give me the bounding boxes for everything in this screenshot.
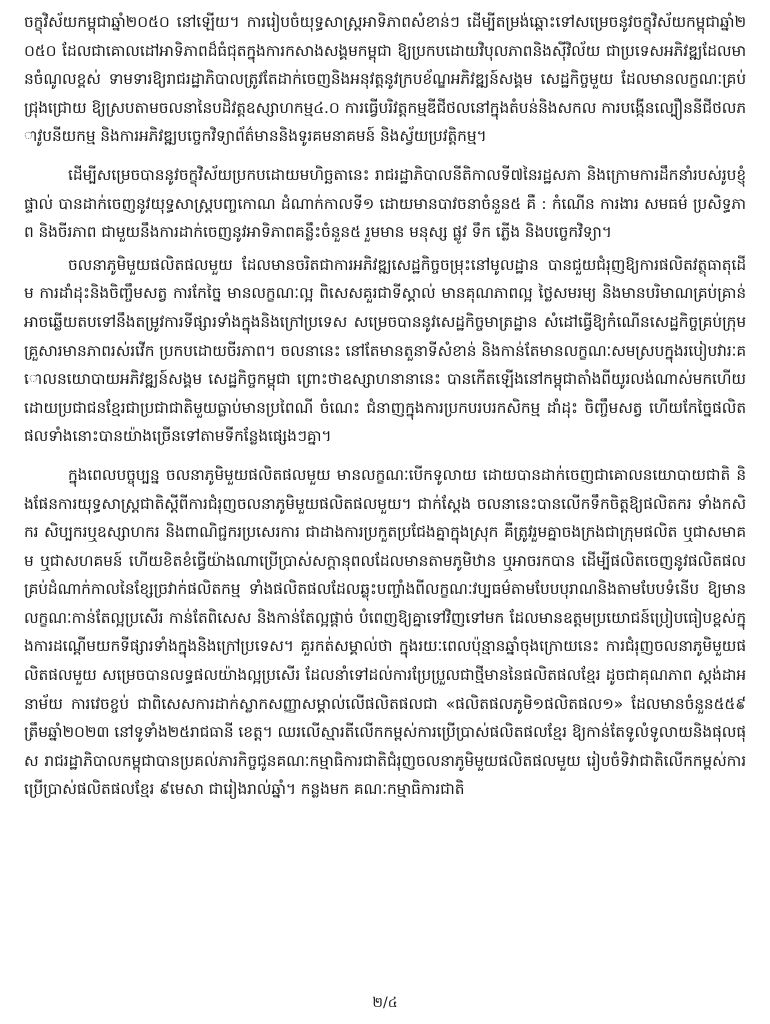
paragraph-1: ចក្ខុវិស័យកម្ពុជាឆ្នាំ២០៥០ នៅឡើយ។ ការរៀបចំយុទ្ធសាស្ត្រអាទិភាពសំខាន់ៗ ដើម្បីតម្រង់ឆ្ពោះទៅសម្រេចនូវចក្ខុវិស័យកម្ពុជាឆ្នាំ២០៥០ ដែលជាគោលដៅអាទិភាពដ៏ធំជុតក្នុងការកសាងសង្គមកម្ពុជា ឱ្យប្រកបដោយវិបុលភាពនិងស៊ីវិល័យ ជាប្រទេសអភិវឌ្ឍដែលមានចំណូលខ្ពស់ ទាមទារឱ្យរាជរដ្ឋាភិបាលត្រូវតែដាក់ចេញនិងអនុវត្តនូវក្របខ័ណ្ឌអភិវឌ្ឍន៍សង្គម សេដ្ឋកិច្ចមួយ ដែលមានលក្ខណៈគ្រប់ជ្រុងជ្រោយ ឱ្យស្របតាមចលនានៃបដិវត្តឧស្សាហកម្ម៤.០ ការធ្វើបរិវត្តកម្មឌីជីថលនៅក្នុងតំបន់និងសកល ការបង្កើនល្បឿននីជីថលភាវូបនីយកម្ម និងការអភិវឌ្ឍបច្ចេកវិទ្យាព័ត៌មាននិងទូរគមនាគមន៍ និងស្វ័យប្រវត្តិកម្ម។ — [24, 13, 746, 146]
paragraph-3: ចលនាភូមិមួយផលិតផលមួយ ដែលមានចរិតជាការអភិវឌ្ឍសេដ្ឋកិច្ចចម្រុះនៅមូលដ្ឋាន បានជួយជំរុញឱ្យការផលិតវត្ថុធាតុដើម ការដាំដុះនិងចិញ្ចឹមសត្វ ការកែច្នៃ មានលក្ខណៈល្អ ពិសេសគួរជាទីស្គាល់ មានគុណភាពល្អ ថ្លៃសមរម្យ និងមានបរិមាណគ្រប់គ្រាន់ អាចឆ្លើយតបទៅនឹងតម្រូវការទីផ្សារទាំងក្នុងនិងក្រៅប្រទេស សម្រេចបាននូវសេដ្ឋកិច្ចមាត្រដ្ឋាន សំដៅធ្វើឱ្យកំណើនសេដ្ឋកិច្ចគ្រប់ក្រុមគ្រួសារមានភាពរស់រវើក ប្រកបដោយចីរភាព។ ចលនានេះ នៅតែមានតួនាទីសំខាន់ និងកាន់តែមានលក្ខណៈសមស្របក្នុងរបៀបវារៈគោលនយោបាយអភិវឌ្ឍន៍សង្គម សេដ្ឋកិច្ចកម្ពុជា ព្រោះថាឧស្សាហនានានេះ បានកើតឡើងនៅកម្ពុជាតាំងពីយូរលង់ណាស់មកហើយ ដោយប្រជាជនខ្មែរជាប្រជាជាតិមួយធ្លាប់មានប្រពៃណី ចំណេះ ជំនាញក្នុងការប្រកបរបរកសិកម្ម ដាំដុះ ចិញ្ចឹមសត្វ ហើយកែច្នៃផលិតផលទាំងនោះបានយ៉ាងច្រើនទៅតាមទីកន្លែងផ្សេងៗគ្នា។ — [24, 255, 746, 446]
paragraph-2: ដើម្បីសម្រេចបាននូវចក្ខុវិស័យប្រកបដោយមហិច្ឆតានេះ រាជរដ្ឋាភិបាលនីតិកាលទី៧នៃរដ្ឋសភា និងក្រោមការដឹកនាំរបស់រូបខ្ញុំផ្ទាល់ បានដាក់ចេញនូវយុទ្ធសាស្ត្របញ្ចកោណ ដំណាក់កាលទី១ ដោយមានបាវចនាចំនួន៥ គឺ : កំណើន ការងារ សមធម៌ ប្រសិទ្ធភាព និងចីរភាព ជាមួយនឹងការដាក់ចេញនូវអាទិភាពគន្លឹះចំនួន៥ រួមមាន មនុស្ស ផ្លូវ ទឹក ភ្លើង និងបច្ចេកវិទ្យា។ — [24, 165, 746, 242]
page-number: ២/៤ — [372, 995, 398, 1011]
paragraph-4: ក្នុងពេលបច្ចុប្បន្ន ចលនាភូមិមួយផលិតផលមួយ មានលក្ខណៈបើកទូលាយ ដោយបានដាក់ចេញជាគោលនយោបាយជាតិ និងផែនការយុទ្ធសាស្ត្រជាតិស្តីពីការជំរុញចលនាភូមិមួយផលិតផលមួយ។ ជាក់ស្តែង ចលនានេះបានលើកទឹកចិត្តឱ្យផលិតករ ទាំងកសិករ សិប្បករឬឧស្សាហករ និងពាណិជ្ជករប្រសេរការ ជាដាងការប្រកួតប្រជែងគ្នាក្នុងស្រុក គឺត្រូវរួមគ្នាចងក្រងជាក្រុមផលិត ឬជាសមាគម ឬជាសហគមន៍ ហើយខិតខំធ្វើយ៉ាងណាប្រើប្រាស់សក្តានុពលដែលមានតាមភូមិឋាន ឬអាចរកបាន ដើម្បីផលិតចេញនូវផលិតផលគ្រប់ដំណាក់កាលនៃខ្សែច្រវាក់ផលិតកម្ម ទាំងផលិតផលដែលឆ្លុះបញ្ចាំងពីលក្ខណៈវប្បធម៌តាមបែបបុរាណនិងតាមបែបទំនើប ឱ្យមានលក្ខណៈកាន់តែល្អប្រសើរ កាន់តែពិសេស និងកាន់តែល្អផ្តាច់ បំពេញឱ្យគ្នាទៅវិញទៅមក ដែលមានឧត្តមប្រយោជន៍ប្រៀបធៀបខ្ពស់ក្នុងការដណ្តើមយកទីផ្សារទាំងក្នុងនិងក្រៅប្រទេស។ គួរកត់សម្គាល់ថា ក្នុងរយៈពេលប៉ុន្មានឆ្នាំចុងក្រោយនេះ ការជំរុញចលនាភូមិមួយផលិតផលមួយ សម្រេចបានលទ្ធផលយ៉ាងល្អប្រសើរ ដែលនាំទៅដល់ការប្រែប្រួលជាថ្មីមាននៃផលិតផលខ្មែរ ដូចជាគុណភាព ស្តង់ដាអនាម័យ ការវេចខ្ចប់ ជាពិសេសការដាក់ស្លាកសញ្ញាសម្គាល់លើផលិតផលជា «ផលិតផលភូមិ១ផលិតផល១» ដែលមានចំនួន៥៥៩ ត្រឹមឆ្នាំ២០២៣ នៅទូទាំង២៥រាជធានី ខេត្ត។ ឈរលើស្មារតីលើកកម្ពស់ការប្រើប្រាស់ផលិតផលខ្មែរ ឱ្យកាន់តែទូលំទូលាយនិងផុលផុស រាជរដ្ឋាភិបាលកម្ពុជាបានប្រគល់ភារកិច្ចជូនគណៈកម្មាធិការជាតិជំរុញចលនាភូមិមួយផលិតផលមួយ រៀបចំទិវាជាតិលើកកម្ពស់ការប្រើប្រាស់ផលិតផលខ្មែរ ៩មេសា ជារៀងរាល់ឆ្នាំ។ កន្លងមក គណៈកម្មាធិការជាតិ — [24, 465, 746, 799]
